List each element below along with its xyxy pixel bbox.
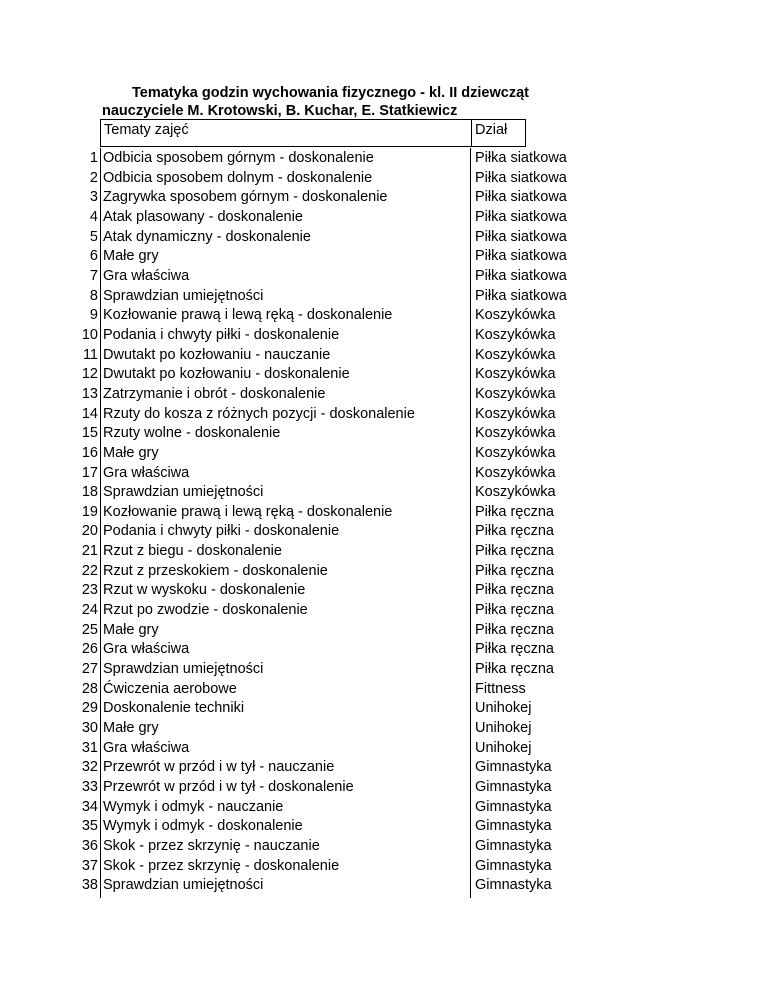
- table-row: [60, 876, 552, 896]
- row-section: Piłka siatkowa: [475, 228, 567, 245]
- row-section: Koszykówka: [475, 425, 556, 442]
- row-topic: Kozłowanie prawą i lewą ręką - doskonalenie: [103, 503, 393, 520]
- row-section: Gimnastyka: [475, 759, 552, 776]
- table-row: [60, 149, 567, 169]
- row-topic: Przewrót w przód i w tył - nauczanie: [103, 759, 335, 776]
- document-title: Tematyka godzin wychowania fizycznego - kl. II dziewcząt: [132, 85, 529, 101]
- row-topic: Rzut z biegu - doskonalenie: [103, 543, 282, 560]
- table-row: [60, 503, 554, 523]
- row-number: 36: [81, 837, 98, 854]
- table-row: [60, 444, 556, 464]
- row-section: Unihokej: [475, 720, 532, 737]
- table-row: [60, 247, 567, 267]
- row-section: Gimnastyka: [475, 798, 552, 815]
- row-number: 22: [81, 562, 98, 579]
- row-number: 20: [81, 523, 98, 540]
- row-topic: Dwutakt po kozłowaniu - nauczanie: [103, 346, 331, 363]
- row-topic: Podania i chwyty piłki - doskonalenie: [103, 326, 340, 343]
- row-number: 19: [81, 503, 98, 520]
- row-section: Koszykówka: [475, 484, 556, 501]
- row-number: 17: [81, 464, 98, 481]
- row-topic: Małe gry: [103, 621, 159, 638]
- table-row: [60, 306, 556, 326]
- row-number: 7: [89, 267, 98, 284]
- row-topic: Sprawdzian umiejętności: [103, 287, 264, 304]
- table-row: [60, 424, 556, 444]
- row-topic: Sprawdzian umiejętności: [103, 484, 264, 501]
- table-row: [60, 581, 554, 601]
- document-teachers: nauczyciele M. Krotowski, B. Kuchar, E. Statkiewicz: [102, 103, 458, 119]
- table-row: [60, 346, 556, 366]
- row-topic: Atak dynamiczny - doskonalenie: [103, 228, 311, 245]
- row-topic: Zatrzymanie i obrót - doskonalenie: [103, 385, 326, 402]
- row-number: 33: [81, 779, 98, 795]
- row-section: Piłka siatkowa: [475, 150, 567, 166]
- row-topic: Małe gry: [103, 248, 159, 265]
- row-number: 8: [89, 287, 98, 304]
- row-number: 25: [81, 621, 98, 638]
- row-section: Koszykówka: [475, 326, 556, 343]
- row-section: Piłka ręczna: [475, 641, 554, 658]
- row-section: Piłka siatkowa: [475, 267, 567, 284]
- row-topic: Sprawdzian umiejętności: [103, 877, 264, 894]
- row-section: Koszykówka: [475, 464, 556, 481]
- row-section: Koszykówka: [475, 346, 556, 363]
- row-number: 16: [81, 444, 98, 461]
- row-section: Koszykówka: [475, 366, 556, 383]
- row-section: Unihokej: [475, 739, 532, 756]
- row-section: Piłka ręczna: [475, 621, 554, 638]
- row-number: 18: [81, 484, 98, 501]
- row-number: 12: [81, 366, 98, 383]
- row-topic: Atak plasowany - doskonalenie: [103, 208, 303, 225]
- row-topic: Gra właściwa: [103, 641, 190, 658]
- row-number: 3: [89, 189, 98, 206]
- row-number: 1: [89, 150, 98, 166]
- row-topic: Dwutakt po kozłowaniu - doskonalenie: [103, 366, 350, 383]
- table-row: [60, 522, 554, 542]
- row-topic: Doskonalenie techniki: [103, 700, 245, 717]
- table-row: [60, 621, 554, 641]
- table-row: [60, 660, 554, 680]
- row-number: 13: [81, 385, 98, 402]
- row-topic: Rzuty do kosza z różnych pozycji - doskonalenie: [103, 405, 415, 422]
- row-number: 15: [81, 425, 98, 442]
- row-topic: Skok - przez skrzynię - nauczanie: [103, 837, 320, 854]
- row-number: 2: [89, 169, 98, 186]
- header-section-label: Dział: [475, 122, 508, 138]
- row-section: Piłka ręczna: [475, 562, 554, 579]
- row-section: Gimnastyka: [475, 818, 552, 835]
- row-topic: Gra właściwa: [103, 464, 190, 481]
- table-row: [60, 169, 567, 189]
- row-section: Piłka siatkowa: [475, 248, 567, 265]
- row-section: Gimnastyka: [475, 877, 552, 894]
- row-section: Unihokej: [475, 700, 532, 717]
- row-number: 29: [81, 700, 98, 717]
- row-topic: Gra właściwa: [103, 267, 190, 284]
- row-number: 27: [81, 661, 98, 678]
- table-row: [60, 228, 567, 248]
- row-number: 30: [81, 720, 98, 737]
- row-section: Piłka siatkowa: [475, 287, 567, 304]
- table-row: [60, 719, 530, 739]
- row-number: 14: [81, 405, 98, 422]
- table-row: [60, 680, 530, 700]
- table-row: [60, 287, 567, 307]
- row-topic: Gra właściwa: [103, 739, 190, 756]
- row-topic: Sprawdzian umiejętności: [103, 661, 264, 678]
- row-topic: Kozłowanie prawą i lewą ręką - doskonalenie: [103, 307, 393, 324]
- table-row: [60, 601, 554, 621]
- table-row: [60, 483, 556, 503]
- row-number: 35: [81, 818, 98, 835]
- row-topic: Odbicia sposobem dolnym - doskonalenie: [103, 169, 373, 186]
- topics-table: [60, 149, 567, 896]
- table-row: [60, 798, 552, 818]
- table-row: [60, 817, 552, 837]
- row-number: 11: [82, 346, 98, 363]
- row-section: Piłka ręczna: [475, 543, 554, 560]
- table-header: [100, 119, 526, 147]
- table-row: [60, 699, 530, 719]
- row-topic: Odbicia sposobem górnym - doskonalenie: [103, 150, 374, 166]
- row-section: Koszykówka: [475, 385, 556, 402]
- table-row: [60, 365, 556, 385]
- row-number: 4: [89, 208, 98, 225]
- row-section: Piłka siatkowa: [475, 189, 567, 206]
- row-section: Koszykówka: [475, 405, 556, 422]
- row-number: 37: [81, 857, 98, 874]
- row-section: Piłka ręczna: [475, 523, 554, 540]
- row-section: Piłka ręczna: [475, 602, 554, 619]
- row-section: Gimnastyka: [475, 837, 552, 854]
- row-topic: Ćwiczenia aerobowe: [103, 680, 237, 697]
- row-number: 21: [81, 543, 98, 560]
- row-topic: Rzuty wolne - doskonalenie: [103, 425, 281, 442]
- table-row: [60, 778, 552, 798]
- table-row: [60, 640, 554, 660]
- row-number: 34: [81, 798, 98, 815]
- table-row: [60, 837, 552, 857]
- row-number: 38: [81, 877, 98, 894]
- row-topic: Podania i chwyty piłki - doskonalenie: [103, 523, 340, 540]
- row-section: Piłka ręczna: [475, 661, 554, 678]
- row-number: 26: [81, 641, 98, 658]
- row-section: Piłka ręczna: [475, 582, 554, 599]
- row-topic: Zagrywka sposobem górnym - doskonalenie: [103, 189, 388, 206]
- row-topic: Skok - przez skrzynię - doskonalenie: [103, 857, 340, 874]
- row-number: 28: [81, 680, 98, 697]
- row-section: Gimnastyka: [475, 779, 552, 795]
- row-topic: Rzut po zwodzie - doskonalenie: [103, 602, 308, 619]
- row-section: Koszykówka: [475, 444, 556, 461]
- row-section: Piłka siatkowa: [475, 169, 567, 186]
- row-section: Piłka ręczna: [475, 503, 554, 520]
- table-row: [60, 857, 552, 877]
- table-row: [60, 464, 556, 484]
- row-number: 31: [81, 739, 98, 756]
- table-row: [60, 385, 556, 405]
- row-topic: Wymyk i odmyk - doskonalenie: [103, 818, 303, 835]
- table-row: [60, 758, 552, 778]
- header-topic-label: Tematy zajęć: [104, 122, 189, 138]
- table-row: [60, 326, 556, 346]
- row-number: 9: [89, 307, 98, 324]
- row-topic: Rzut w wyskoku - doskonalenie: [103, 582, 306, 599]
- table-row: [60, 208, 567, 228]
- row-number: 6: [89, 248, 98, 265]
- row-topic: Rzut z przeskokiem - doskonalenie: [103, 562, 328, 579]
- row-number: 23: [81, 582, 98, 599]
- table-row: [60, 739, 530, 759]
- table-row: [60, 562, 554, 582]
- header-divider: [471, 120, 472, 146]
- row-number: 32: [81, 759, 98, 776]
- row-number: 5: [89, 228, 98, 245]
- row-number: 24: [81, 602, 98, 619]
- row-section: Piłka siatkowa: [475, 208, 567, 225]
- row-number: 10: [81, 326, 98, 343]
- row-section: Fittness: [475, 680, 526, 697]
- row-topic: Małe gry: [103, 444, 159, 461]
- table-row: [60, 542, 554, 562]
- table-row: [60, 188, 567, 208]
- row-topic: Wymyk i odmyk - nauczanie: [103, 798, 284, 815]
- row-topic: Małe gry: [103, 720, 159, 737]
- row-section: Gimnastyka: [475, 857, 552, 874]
- table-row: [60, 267, 567, 287]
- table-row: [60, 405, 556, 425]
- row-section: Koszykówka: [475, 307, 556, 324]
- row-topic: Przewrót w przód i w tył - doskonalenie: [103, 779, 354, 795]
